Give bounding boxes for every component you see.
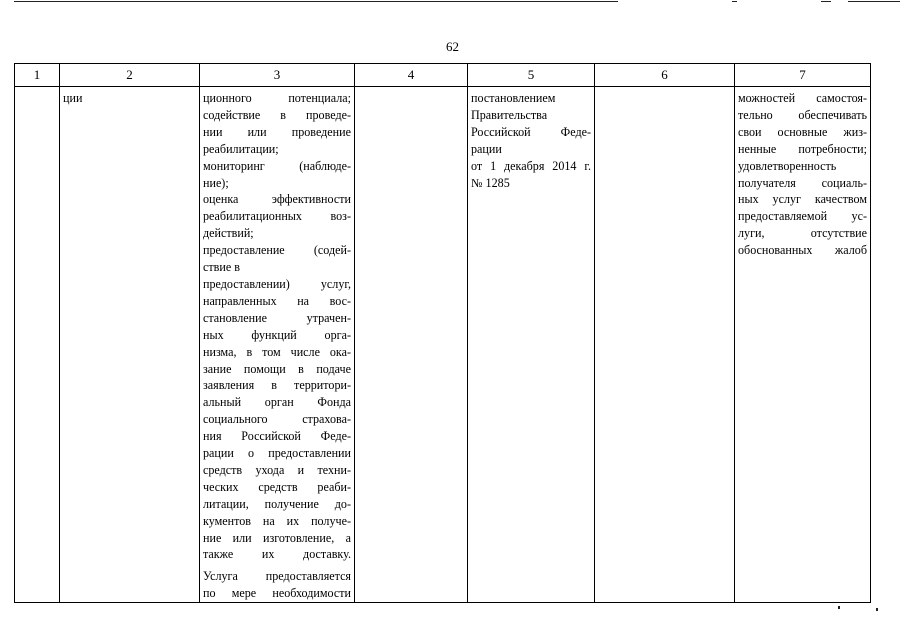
text-line: мониторинг (наблюде-	[203, 158, 351, 173]
cell-col4	[355, 87, 468, 603]
cell-col7	[735, 87, 871, 603]
text-line: ческих средств реаби-	[203, 479, 351, 494]
text-line: реабилитации;	[203, 141, 279, 156]
legal-basis	[471, 90, 591, 191]
text-line: заявления в территори-	[203, 378, 351, 393]
text-line: ных функций орга-	[203, 327, 351, 342]
text-line: получателя социаль-	[738, 175, 867, 190]
top-rule-fragment	[821, 1, 831, 2]
text-line: содействие в проведе-	[203, 107, 351, 122]
text-line: реабилитационных воз-	[203, 209, 351, 224]
text-line: литации, получение до-	[203, 496, 351, 511]
page-number: 62	[446, 39, 459, 54]
top-rule-fragment	[848, 1, 900, 2]
text-line: действий;	[203, 226, 254, 241]
top-rule-fragment	[732, 1, 737, 2]
cell-col3	[200, 87, 355, 603]
text-line: удовлетворенность	[738, 158, 837, 173]
service-description	[203, 90, 351, 563]
cell-col6	[595, 87, 735, 603]
text-line: социального страхова-	[203, 412, 351, 427]
cell-col1	[15, 87, 60, 603]
table-row	[15, 87, 871, 603]
text-line: альный орган Фонда	[203, 395, 351, 410]
text-line: ния Российской Феде-	[203, 429, 351, 444]
text-line: направленных на вос-	[203, 293, 351, 308]
text-line: рации о предоставлении	[203, 446, 351, 461]
column-header: 3	[200, 64, 355, 87]
text-line: также их доставку.	[203, 547, 351, 562]
text-line: Услуга предоставляется	[203, 569, 351, 584]
text-line: кументов на их получе-	[203, 513, 351, 528]
text-line: постановлением	[471, 91, 556, 105]
text-line: предоставление (содей-	[203, 243, 351, 258]
column-header: 2	[60, 64, 200, 87]
text-line: оценка эффективности	[203, 192, 351, 207]
text-line: ционного потенциала;	[203, 91, 351, 105]
text-line: Правительства	[471, 107, 548, 122]
text-line: луги, отсутствие	[738, 226, 867, 241]
text-line: свои основные жиз-	[738, 124, 867, 139]
text-line: рации	[471, 141, 502, 156]
text-line: ных услуг качеством	[738, 192, 867, 207]
column-header: 7	[735, 64, 871, 87]
text-line: средств ухода и техни-	[203, 462, 351, 477]
cell-col5	[468, 87, 595, 603]
column-header: 5	[468, 64, 595, 87]
text-line: можностей самостоя-	[738, 91, 867, 105]
text-line: зание помощи в подаче	[203, 361, 351, 376]
service-note	[203, 568, 351, 602]
scan-speck	[876, 608, 878, 611]
top-rule	[14, 1, 618, 2]
text-line: ние или изготовление, а	[203, 530, 351, 545]
text-line: Российской Феде-	[471, 124, 591, 139]
column-header: 6	[595, 64, 735, 87]
text-line: становление утрачен-	[203, 310, 351, 325]
text-line: тельно обеспечивать	[738, 107, 867, 122]
text-line: ствие в	[203, 260, 240, 275]
text-line: ние);	[203, 175, 229, 190]
text-line: нии или проведение	[203, 124, 351, 139]
document-table	[14, 63, 871, 603]
text-line: ненные потребности;	[738, 141, 867, 156]
column-header: 4	[355, 64, 468, 87]
text-line: от 1 декабря 2014 г.	[471, 158, 591, 173]
text-line: обоснованных жалоб	[738, 243, 867, 258]
quality-indicators	[738, 90, 867, 259]
text-line: № 1285	[471, 175, 510, 190]
text-line: предоставляемой ус-	[738, 209, 867, 224]
text-line: низма, в том числе ока-	[203, 344, 351, 359]
cell-text: ции	[63, 91, 83, 105]
text-line: предоставлении) услуг,	[203, 276, 351, 291]
text-line: по мере необходимости	[203, 586, 351, 601]
cell-col2	[60, 87, 200, 603]
scan-speck	[838, 606, 840, 609]
header-row	[15, 64, 871, 87]
column-header: 1	[15, 64, 60, 87]
